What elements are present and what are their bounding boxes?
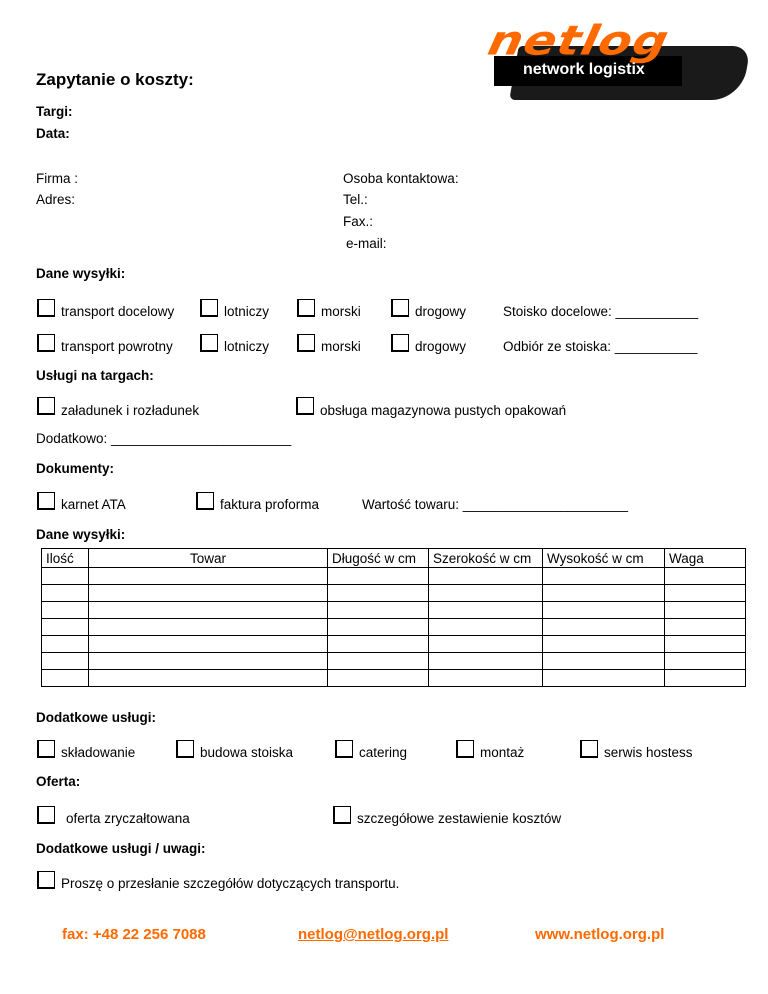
- budowa-stoiska-label: budowa stoiska: [200, 745, 294, 760]
- karnet-ata-label: karnet ATA: [61, 497, 126, 512]
- extra-services-heading: Dodatkowe usługi:: [36, 710, 157, 725]
- skladowanie-checkbox[interactable]: [37, 740, 55, 758]
- footer-website-link[interactable]: www.netlog.org.pl: [535, 926, 665, 943]
- szczegolowe-zestawienie-label: szczegółowe zestawienie kosztów: [357, 811, 562, 826]
- table-row[interactable]: [42, 619, 746, 636]
- row1-lotniczy-checkbox[interactable]: [200, 299, 218, 317]
- table-row[interactable]: [42, 602, 746, 619]
- catering-label: catering: [359, 745, 408, 760]
- montaz-checkbox[interactable]: [456, 740, 474, 758]
- adres-label: Adres:: [36, 192, 76, 207]
- table-row[interactable]: [42, 636, 746, 653]
- table-row[interactable]: [42, 568, 746, 585]
- transport-docelowy-label: transport docelowy: [61, 304, 175, 319]
- column-header: Towar: [89, 549, 328, 568]
- column-header: Ilość: [42, 549, 89, 568]
- skladowanie-label: składowanie: [61, 745, 136, 760]
- column-header: Szerokość w cm: [429, 549, 543, 568]
- transport-powrotny-checkbox[interactable]: [37, 334, 55, 352]
- documents-heading: Dokumenty:: [36, 461, 115, 476]
- firma-label: Firma :: [36, 171, 78, 186]
- row1-morski-checkbox[interactable]: [297, 299, 315, 317]
- obsluga-magazynowa-label: obsługa magazynowa pustych opakowań: [320, 403, 567, 418]
- column-header: Długość w cm: [328, 549, 429, 568]
- services-heading: Usługi na targach:: [36, 368, 154, 383]
- row2-morski-label: morski: [321, 339, 361, 354]
- osoba-label: Osoba kontaktowa:: [343, 171, 459, 186]
- transport-powrotny-label: transport powrotny: [61, 339, 173, 354]
- odbior-ze-stoiska-field[interactable]: Odbiór ze stoiska: ___________: [503, 339, 698, 354]
- page-title: Zapytanie o koszty:: [36, 70, 194, 89]
- targi-label: Targi:: [36, 104, 73, 119]
- zaladunek-checkbox[interactable]: [37, 397, 55, 415]
- column-header: Wysokość w cm: [543, 549, 665, 568]
- row2-morski-checkbox[interactable]: [297, 334, 315, 352]
- montaz-label: montaż: [480, 745, 525, 760]
- oferta-zryczaltowana-checkbox[interactable]: [37, 806, 55, 824]
- faktura-proforma-label: faktura proforma: [220, 497, 320, 512]
- faktura-proforma-checkbox[interactable]: [196, 492, 214, 510]
- transport-details-checkbox[interactable]: [37, 871, 55, 889]
- logo-tagline: network logistix: [523, 61, 645, 78]
- shipping-heading: Dane wysyłki:: [36, 266, 126, 281]
- zaladunek-label: załadunek i rozładunek: [61, 403, 200, 418]
- goods-heading: Dane wysyłki:: [36, 527, 126, 542]
- offer-heading: Oferta:: [36, 774, 81, 789]
- oferta-zryczaltowana-label: oferta zryczałtowana: [66, 811, 190, 826]
- column-header: Waga: [665, 549, 746, 568]
- data-label: Data:: [36, 126, 70, 141]
- row1-drogowy-label: drogowy: [415, 304, 467, 319]
- transport-details-label: Proszę o przesłanie szczegółów dotyczących transportu.: [61, 876, 400, 891]
- row1-drogowy-checkbox[interactable]: [391, 299, 409, 317]
- serwis-hostess-label: serwis hostess: [604, 745, 693, 760]
- row2-drogowy-checkbox[interactable]: [391, 334, 409, 352]
- stoisko-docelowe-field[interactable]: Stoisko docelowe: ___________: [503, 304, 699, 319]
- tel-label: Tel.:: [343, 192, 368, 207]
- row2-drogowy-label: drogowy: [415, 339, 467, 354]
- catering-checkbox[interactable]: [335, 740, 353, 758]
- goods-table: [41, 548, 746, 687]
- logo-word: netlog: [483, 17, 674, 65]
- remarks-heading: Dodatkowe usługi / uwagi:: [36, 841, 206, 856]
- footer-fax: fax: +48 22 256 7088: [62, 926, 206, 943]
- table-row[interactable]: [42, 653, 746, 670]
- footer-email-link[interactable]: netlog@netlog.org.pl: [298, 926, 449, 943]
- transport-docelowy-checkbox[interactable]: [37, 299, 55, 317]
- table-row[interactable]: [42, 670, 746, 687]
- dodatkowo-field[interactable]: Dodatkowo: ________________________: [36, 431, 292, 446]
- obsluga-magazynowa-checkbox[interactable]: [296, 397, 314, 415]
- row1-morski-label: morski: [321, 304, 361, 319]
- serwis-hostess-checkbox[interactable]: [580, 740, 598, 758]
- szczegolowe-zestawienie-checkbox[interactable]: [333, 806, 351, 824]
- table-header-row: [42, 549, 746, 568]
- budowa-stoiska-checkbox[interactable]: [176, 740, 194, 758]
- wartosc-towaru-field[interactable]: Wartość towaru: ______________________: [362, 497, 628, 512]
- fax-label: Fax.:: [343, 214, 374, 229]
- table-row[interactable]: [42, 585, 746, 602]
- row2-lotniczy-label: lotniczy: [224, 339, 270, 354]
- row2-lotniczy-checkbox[interactable]: [200, 334, 218, 352]
- row1-lotniczy-label: lotniczy: [224, 304, 270, 319]
- email-label: e-mail:: [346, 236, 387, 251]
- karnet-ata-checkbox[interactable]: [37, 492, 55, 510]
